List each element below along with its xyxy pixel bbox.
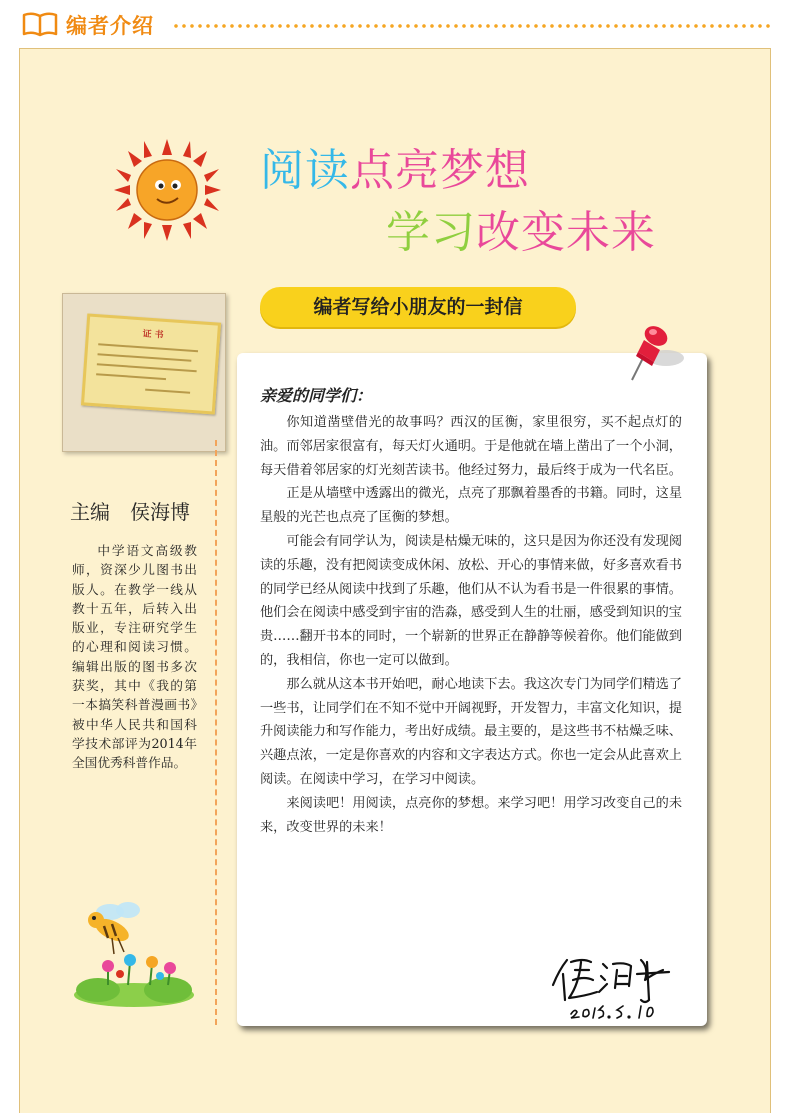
certificate-title: 证 书 [142, 329, 164, 341]
letter-paragraph: 正是从墙壁中透露出的微光，点亮了那飘着墨香的书籍。同时，这星星般的光芒也点亮了匡衡的梦想。 [260, 486, 683, 526]
certificate-image [81, 313, 221, 414]
section-header [0, 0, 790, 48]
pushpin-icon [618, 318, 688, 390]
slogan-line-1-part2: 点亮梦想 [350, 145, 530, 196]
dashed-divider [215, 440, 217, 1025]
sun-cartoon [110, 135, 225, 245]
slogan-line-2 [386, 196, 656, 260]
editor-bio: 中学语文高级教师，资深少儿图书出版人。在教学一线从教十五年，后转入出版业，专注研究学生的心理和阅读习惯。编辑出版的图书多次获奖，其中《我的第一本搞笑科普漫画书》被中华人民共和国科学技术部评为2014年全国优秀科普作品。 [72, 543, 197, 771]
editor-name: 主编 侯海博 [70, 500, 190, 524]
slogan-line-2-part2: 改变未来 [476, 207, 656, 258]
slogan-line-1-part1: 阅读 [260, 145, 350, 196]
letter-paragraph: 可能会有同学认为，阅读是枯燥无味的，这只是因为你还没有发现阅读的乐趣，没有把阅读变成休闲、放松、开心的事情来做，好多喜欢看书的同学已经从阅读中找到了乐趣，他们从不认为看书是一件很累的事情。他们会在阅读中感受到宇宙的浩淼，感受到人生的壮丽，感受到知识的宝贵……翻开书本的同时，一个崭新的世界正在静静等候着你。他们能做到的，我相信，你也一定可以做到。 [260, 533, 683, 668]
letter-banner: 编者写给小朋友的一封信 [260, 287, 576, 327]
letter-paragraph: 那么就从这本书开始吧，耐心地读下去。我这次专门为同学们精选了一些书，让同学们在不知不觉中开阔视野，开发智力，丰富文化知识，提升阅读能力和写作能力，考出好成绩。最主要的，是这些书不枯燥乏味、兴趣点浓，一定是你喜欢的内容和文字表达方式。你也一定会从此喜欢上阅读。在阅读中学习，在学习中阅读。 [260, 676, 683, 787]
bee-flowers-illustration [68, 890, 200, 1008]
slogan-line-2-part1: 学习 [386, 207, 476, 258]
slogan-line-1 [260, 134, 530, 198]
letter-paragraph: 你知道凿壁借光的故事吗？西汉的匡衡，家里很穷，买不起点灯的油。而邻居家很富有，每天灯火通明。于是他就在墙上凿出了一个小洞，每天借着邻居家的灯光刻苦读书。他经过努力，最后终于成为一代名臣。 [260, 415, 682, 478]
letter-paragraph: 来阅读吧！用阅读，点亮你的梦想。来学习吧！用学习改变自己的未来，改变世界的未来！ [260, 795, 683, 835]
handwritten-signature [545, 940, 680, 1020]
open-book-icon [22, 12, 58, 38]
letter-salutation: 亲爱的同学们： [260, 386, 373, 405]
dotted-divider [172, 23, 772, 29]
header-title: 编者介绍 [66, 14, 154, 38]
letter-body [260, 411, 682, 839]
